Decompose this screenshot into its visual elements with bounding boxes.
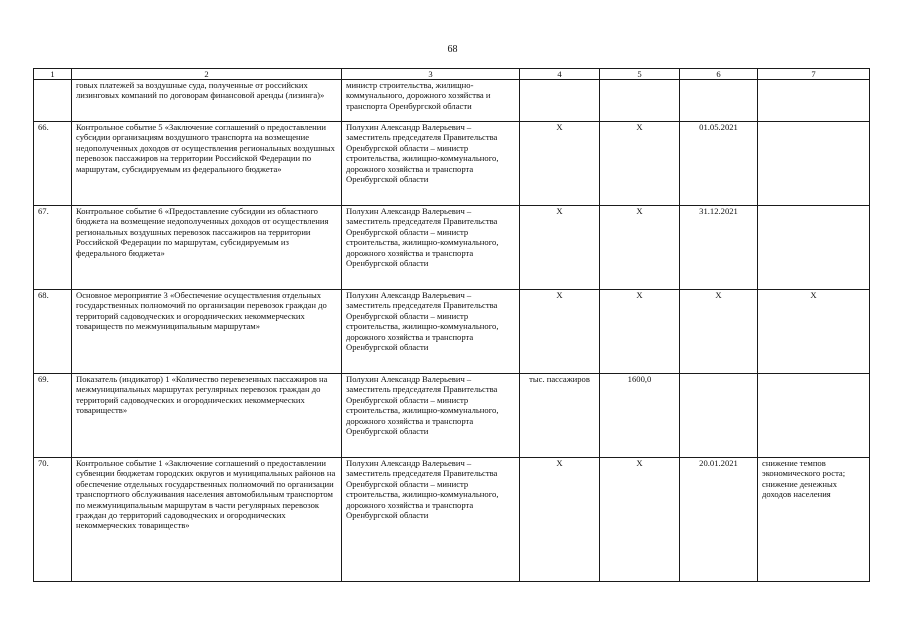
description-cell: Контрольное событие 1 «Заключение соглашений о предоставлении субвенции бюджетам городских округов и муниципальных районов на обеспечение отдельных государственных полномочий по организации транспортного обслуживания населения автомобильным транспортом по межмуниципальным маршрутам в части регулярных перевозок граждан до территорий садоводческих и огороднических некоммерческих товариществ» — [72, 458, 342, 582]
responsible-cell: Полухин Александр Валерьевич – заместитель председателя Правительства Оренбургской области – министр строительства, жилищно-коммунального, дорожного хозяйства и транспорта Оренбургской области — [342, 374, 520, 458]
responsible-cell: Полухин Александр Валерьевич – заместитель председателя Правительства Оренбургской области – министр строительства, жилищно-коммунального, дорожного хозяйства и транспорта Оренбургской области — [342, 290, 520, 374]
unit-cell: X — [520, 290, 600, 374]
column-number-row — [34, 69, 870, 80]
row-number-cell: 66. — [34, 122, 72, 206]
column-number: 7 — [758, 69, 870, 80]
value-cell — [600, 80, 680, 122]
responsible-cell: министр строительства, жилищно-коммунального, дорожного хозяйства и транспорта Оренбургской области — [342, 80, 520, 122]
table-row — [34, 206, 870, 290]
date-cell — [680, 374, 758, 458]
column-number: 2 — [72, 69, 342, 80]
column-number: 6 — [680, 69, 758, 80]
value-cell: X — [600, 122, 680, 206]
value-cell: X — [600, 206, 680, 290]
description-cell: Контрольное событие 6 «Предоставление субсидии из областного бюджета на возмещение недополученных доходов от осуществления региональных воздушных перевозок пассажиров на территории Российской Федерации по маршрутам, субсидируемым из федерального бюджета» — [72, 206, 342, 290]
column-number: 3 — [342, 69, 520, 80]
program-table — [33, 68, 870, 582]
responsible-cell: Полухин Александр Валерьевич – заместитель председателя Правительства Оренбургской области – министр строительства, жилищно-коммунального, дорожного хозяйства и транспорта Оренбургской области — [342, 122, 520, 206]
note-cell — [758, 122, 870, 206]
date-cell: 20.01.2021 — [680, 458, 758, 582]
unit-cell: X — [520, 122, 600, 206]
column-number: 4 — [520, 69, 600, 80]
description-cell: Контрольное событие 5 «Заключение соглашений о предоставлении субсидии организациям воздушного транспорта на возмещение недополученных доходов от осуществления региональных воздушных перевозок пассажиров на территории Российской Федерации по маршрутам, субсидируемым из федерального бюджета» — [72, 122, 342, 206]
date-cell: X — [680, 290, 758, 374]
continuation-row — [34, 80, 870, 122]
note-cell: снижение темпов экономического роста; снижение денежных доходов населения — [758, 458, 870, 582]
description-cell: Основное мероприятие 3 «Обеспечение осуществления отдельных государственных полномочий по организации перевозок граждан до территорий садоводческих и огороднических некоммерческих товариществ по межмуниципальным маршрутам» — [72, 290, 342, 374]
note-cell — [758, 374, 870, 458]
unit-cell — [520, 80, 600, 122]
table-row — [34, 290, 870, 374]
row-number-cell: 70. — [34, 458, 72, 582]
column-number: 5 — [600, 69, 680, 80]
date-cell: 01.05.2021 — [680, 122, 758, 206]
unit-cell: тыс. пассажиров — [520, 374, 600, 458]
note-cell — [758, 80, 870, 122]
value-cell: X — [600, 458, 680, 582]
value-cell: 1600,0 — [600, 374, 680, 458]
description-cell: говых платежей за воздушные суда, полученные от российских лизинговых компаний по договорам финансовой аренды (лизинга)» — [72, 80, 342, 122]
note-cell — [758, 206, 870, 290]
date-cell: 31.12.2021 — [680, 206, 758, 290]
column-number: 1 — [34, 69, 72, 80]
unit-cell: X — [520, 458, 600, 582]
row-number-cell: 67. — [34, 206, 72, 290]
table-row — [34, 458, 870, 582]
row-number-cell: 69. — [34, 374, 72, 458]
page-number: 68 — [447, 44, 458, 55]
date-cell — [680, 80, 758, 122]
description-cell: Показатель (индикатор) 1 «Количество перевезенных пассажиров на межмуниципальных маршрутах регулярных перевозок граждан до территорий садоводческих и огороднических некоммерческих товариществ» — [72, 374, 342, 458]
row-number-cell: 68. — [34, 290, 72, 374]
table-row — [34, 122, 870, 206]
table-row — [34, 374, 870, 458]
row-number-cell — [34, 80, 72, 122]
unit-cell: X — [520, 206, 600, 290]
value-cell: X — [600, 290, 680, 374]
responsible-cell: Полухин Александр Валерьевич – заместитель председателя Правительства Оренбургской области – министр строительства, жилищно-коммунального, дорожного хозяйства и транспорта Оренбургской области — [342, 458, 520, 582]
responsible-cell: Полухин Александр Валерьевич – заместитель председателя Правительства Оренбургской области – министр строительства, жилищно-коммунального, дорожного хозяйства и транспорта Оренбургской области — [342, 206, 520, 290]
note-cell: X — [758, 290, 870, 374]
